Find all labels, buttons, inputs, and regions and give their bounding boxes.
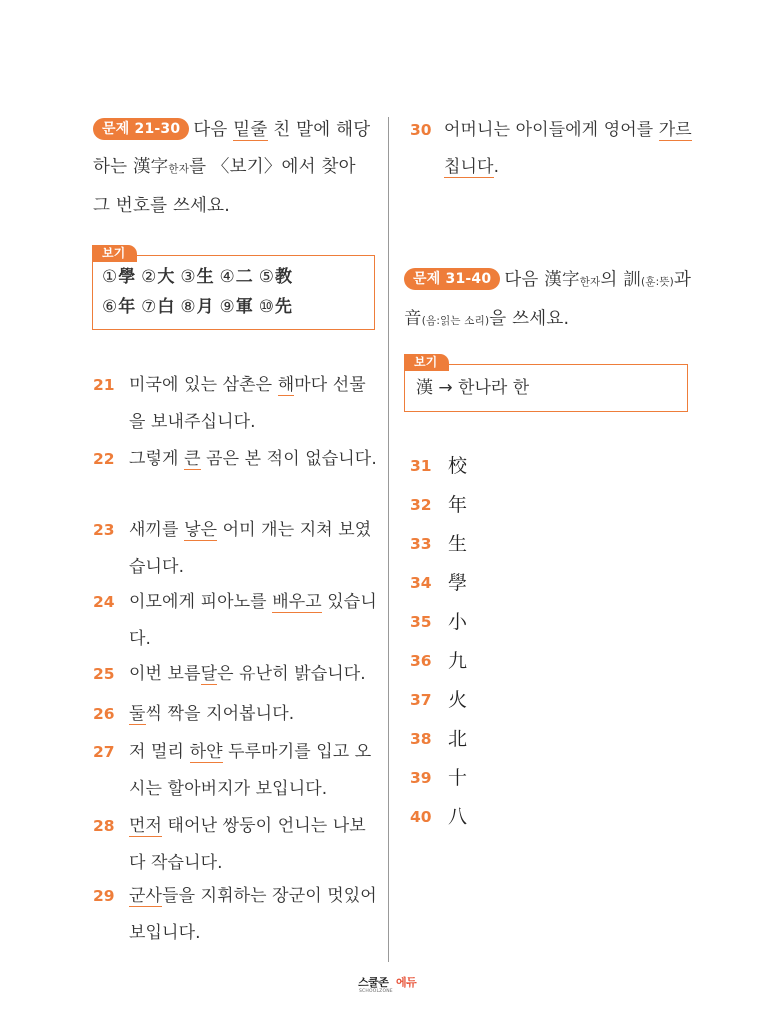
worksheet-page: 문제 21-30 다음 밑줄 친 말에 해당하는 漢字한자를 〈보기〉에서 찾아 그 번호를 쓰세요. 보기 ①學 ②大 ③生 ④二 ⑤教 ⑥年 ⑦白 ⑧月 ⑨軍 ⑩先 21 미국에 있는 삼촌은 해마다 선물을 보내주십니다. 22 그렇게 큰 곰은 본 적이 없습니다. 23 새끼를 낳은 어미 개는 지쳐 보였습니다. 24 이모에게 피아노를 배우고 있습니다. 25 이번 보름달은 유난히 밝습니다. 26 둘씩 짝을 지어봅니다. 27 저 멀리 하얀 두루마기를 입고 오시는 할아버지가 보입니다. 28 먼저 태어난 쌍둥이 언니는 나보다 작습니다. 29 군사들을 지휘하는 장군이 멋있어 보입니다. 30 어머니는 아이들에게 영어를 가르칩니다. 문제 31-40 다음 漢字한자의 訓(훈:뜻)과 音(음:읽는 소리)을 쓰세요. 보기 漢 → 한나라 한 31 校 32 年 33 生 34 學 35 小 36 九 37 火 38 北 39 十 40 八 스쿨존 에듀 SCHOOLZONE <box>0 0 774 1020</box>
problem-badge-21-30: 문제 21-30 <box>93 118 189 140</box>
instruction-21-30: 문제 21-30 다음 밑줄 친 말에 해당하는 漢字한자를 〈보기〉에서 찾아 그 번호를 쓰세요. <box>93 120 371 216</box>
example-box-label: 보기 <box>404 354 449 371</box>
example-box-label: 보기 <box>92 245 137 262</box>
example-box-31-40 <box>404 354 688 412</box>
instruction-31-40: 문제 31-40 다음 漢字한자의 訓(훈:뜻)과 音(음:읽는 소리)을 쓰세요. <box>404 270 692 329</box>
problem-badge-31-40: 문제 31-40 <box>404 268 500 290</box>
example-box-21-30 <box>92 245 375 330</box>
options-row-1: ①學 ②大 ③生 ④二 ⑤教 <box>102 267 292 287</box>
left-column: 문제 21-30 다음 밑줄 친 말에 해당하는 漢字한자를 〈보기〉에서 찾아 그 번호를 쓰세요. 보기 ①學 ②大 ③生 ④二 ⑤教 ⑥年 ⑦白 ⑧月 ⑨軍 ⑩先 21 미국에 있는 삼촌은 해마다 선물을 보내주십니다. 22 그렇게 큰 곰은 본 적이 없습니다. 23 새끼를 낳은 어미 개는 지쳐 보였습니다. 24 이모에게 피아노를 배우고 있습니다. 25 이번 보름달은 유난히 밝습니다. 26 둘씩 짝을 지어봅니다. 27 저 멀리 하얀 두루마기를 입고 오시는 할아버지가 보입니다. 28 먼저 태어난 쌍둥이 언니는 나보다 작습니다. 29 군사들을 지휘하는 장군이 멋있어 보입니다. <box>93 112 377 225</box>
schoolzone-logo: 스쿨존 에듀 SCHOOLZONE <box>358 976 417 994</box>
example-text: 漢 → 한나라 한 <box>416 378 530 398</box>
options-row-2: ⑥年 ⑦白 ⑧月 ⑨軍 ⑩先 <box>102 297 292 317</box>
column-divider <box>388 117 389 962</box>
